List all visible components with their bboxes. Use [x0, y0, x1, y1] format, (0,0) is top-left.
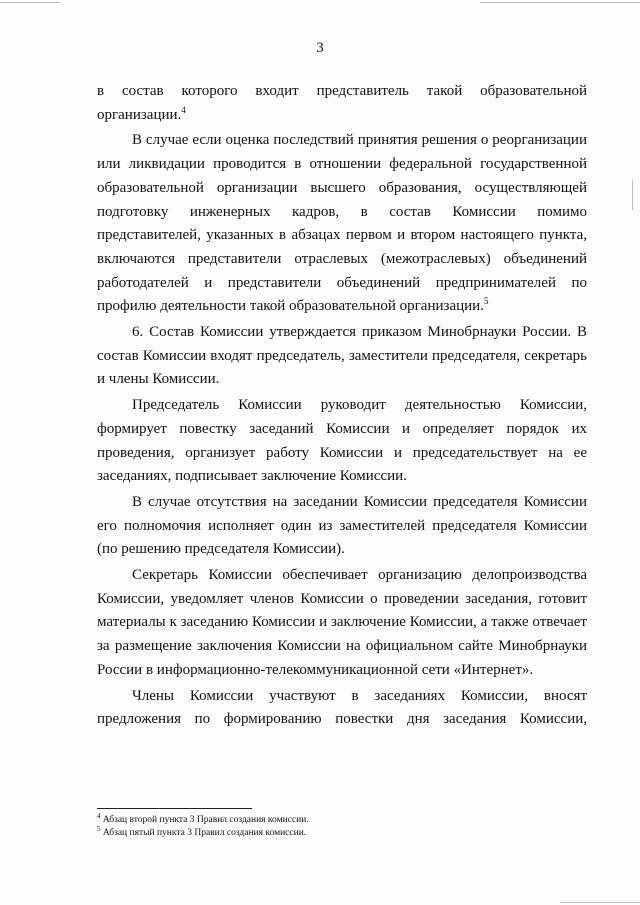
footnote-ref[interactable]: 4: [181, 104, 186, 115]
scan-edge-mark: [632, 180, 633, 210]
page-number: 3: [316, 40, 324, 56]
paragraph: Председатель Комиссии руководит деятельностью Комиссии, формирует повестку заседаний Комиссии и определяет порядок их проведения, организует работу Комиссии и председательствует на ее заседаниях, подписывает заключение Комиссии.: [97, 397, 587, 485]
scan-edge-mark: [560, 902, 640, 903]
paragraph: Секретарь Комиссии обеспечивает организацию делопроизводства Комиссии, уведомляет членов Комиссии о проведении заседания, готовит материалы к заседанию Комиссии и заключение Комиссии, а также отвечает за размещение заключения Комиссии на официальном сайте Минобрнауки России в информационно-телекоммуникационной сети «Интернет».: [97, 567, 587, 678]
footnote-ref[interactable]: 5: [483, 296, 489, 307]
paragraph: Члены Комиссии участвуют в заседаниях Комиссии, вносят предложения по формированию повестки дня заседания Комиссии,: [97, 687, 587, 728]
footnote-separator: [97, 808, 252, 809]
paragraph: В случае если оценка последствий принятия решения о реорганизации или ликвидации проводится в отношении федеральной государственной образовательной организации высшего образования, осуществляющей подготовку инженерных кадров, в состав Комиссии помимо представителей, указанных в абзацах первом и втором настоящего пункта, включаются представители отраслевых (межотраслевых) объединений работодателей и представители объединений предпринимателей по профилю деятельности такой образовательной организации.$^5$: [97, 132, 587, 315]
paragraph: В случае отсутствия на заседании Комиссии председателя Комиссии его полномочия исполняет один из заместителей председателя Комиссии (по решению председателя Комиссии).: [97, 493, 587, 558]
footnote: $^5$ Абзац пятый пункта 3 Правил создания комиссии.: [97, 824, 307, 838]
scan-edge-mark: [0, 2, 60, 3]
scan-edge-mark: [480, 2, 640, 3]
footnote: $^4$ Абзац второй пункта 3 Правил создания комиссии.: [97, 811, 309, 825]
document-body: [97, 80, 587, 732]
paragraph: в состав которого входит представитель такой образовательной организации.$^4$: [97, 83, 587, 123]
paragraph: 6. Состав Комиссии утверждается приказом Минобрнауки России. В состав Комиссии входят председатель, заместители председателя, секретарь и члены Комиссии.: [97, 324, 587, 388]
footnotes: [97, 811, 587, 839]
